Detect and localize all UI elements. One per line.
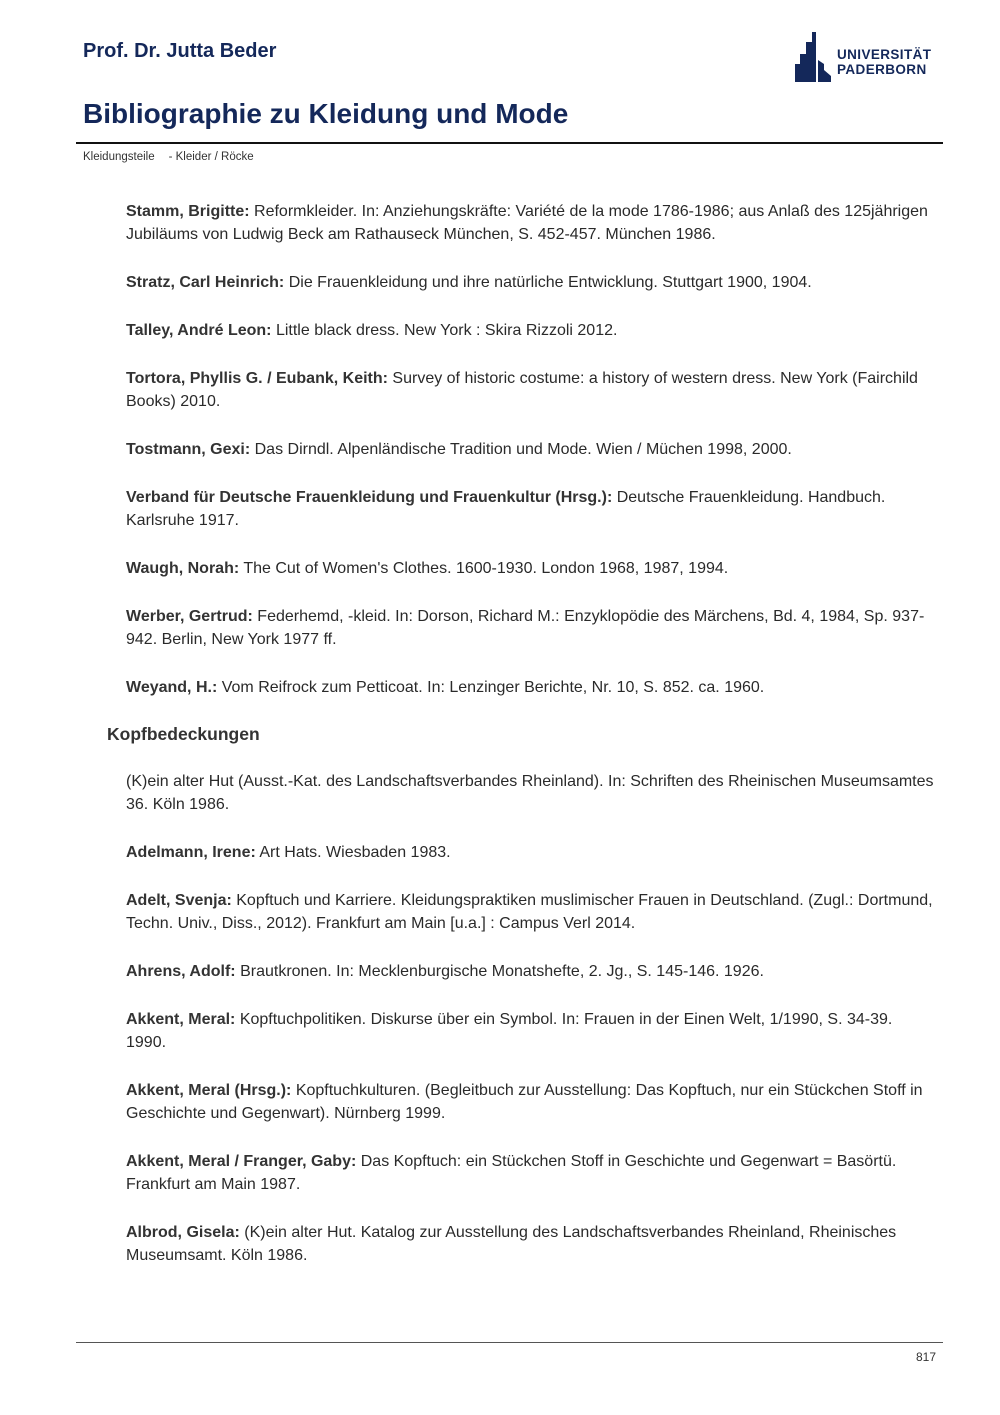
entry-text: Kopftuch und Karriere. Kleidungspraktiken muslimischer Frauen in Deutschland. (Zugl.: Dortmund, Techn. Univ., Diss., 2012). Frankfurt am Main [u.a.] : Campus Verl 2014.: [126, 892, 933, 932]
breadcrumb: [83, 151, 254, 163]
entry-text: Federhemd, -kleid. In: Dorson, Richard M.: Enzyklopödie des Märchens, Bd. 4, 1984, Sp. 937-942. Berlin, New York 1977 ff.: [126, 608, 925, 648]
bibliography-entry: [126, 1008, 934, 1054]
page-number: 817: [915, 1350, 936, 1364]
document-author: Prof. Dr. Jutta Beder: [83, 40, 277, 62]
breadcrumb-part-1: Kleidungsteile: [83, 151, 155, 163]
section-heading: Kopfbedeckungen: [107, 724, 260, 744]
entry-text: Art Hats. Wiesbaden 1983.: [255, 844, 451, 861]
breadcrumb-part-2: - Kleider / Röcke: [168, 151, 254, 163]
entry-text: (K)ein alter Hut. Katalog zur Ausstellung des Landschaftsverbandes Rheinland, Rheinisches Museumsamt. Köln 1986.: [126, 1224, 897, 1264]
footer-divider: [76, 1342, 943, 1343]
entry-text: Kopftuchpolitiken. Diskurse über ein Symbol. In: Frauen in der Einen Welt, 1/1990, S. 34-39. 1990.: [126, 1011, 893, 1051]
entry-text: Das Dirndl. Alpenländische Tradition und Mode. Wien / Müchen 1998, 2000.: [250, 441, 792, 458]
entry-author: Stamm, Brigitte:: [126, 203, 250, 220]
bibliography-entry: [126, 770, 934, 816]
logo-line-2: PADERBORN: [837, 62, 927, 77]
entry-text: Brautkronen. In: Mecklenburgische Monatshefte, 2. Jg., S. 145-146. 1926.: [235, 963, 764, 980]
university-logo-icon: [794, 30, 832, 82]
university-logo: [794, 30, 934, 82]
bibliography-entry: [126, 841, 934, 864]
entry-author: Werber, Gertrud:: [126, 608, 253, 625]
entry-author: Stratz, Carl Heinrich:: [126, 274, 285, 291]
bibliography-entry: [126, 557, 934, 580]
university-logo-text: [837, 47, 931, 77]
page-title: Bibliographie zu Kleidung und Mode: [83, 98, 569, 129]
bibliography-entry: [126, 438, 934, 461]
entry-author: Albrod, Gisela:: [126, 1224, 240, 1241]
entry-author: Verband für Deutsche Frauenkleidung und Frauenkultur (Hrsg.):: [126, 489, 613, 506]
entry-author: Akkent, Meral:: [126, 1011, 236, 1028]
entry-text: Little black dress. New York : Skira Rizzoli 2012.: [271, 322, 618, 339]
bibliography-list: [0, 200, 1000, 1292]
entry-author: Adelmann, Irene:: [126, 844, 256, 861]
entry-text: Kopftuchkulturen. (Begleitbuch zur Ausstellung: Das Kopftuch, nur ein Stückchen Stoff in Geschichte und Gegenwart). Nürnberg 1999.: [126, 1082, 923, 1122]
entry-text: Deutsche Frauenkleidung. Handbuch. Karlsruhe 1917.: [126, 489, 886, 529]
entry-author: Talley, André Leon:: [126, 322, 272, 339]
bibliography-entry: [126, 1221, 934, 1267]
entry-text: Die Frauenkleidung und ihre natürliche Entwicklung. Stuttgart 1900, 1904.: [284, 274, 812, 291]
entry-author: Weyand, H.:: [126, 679, 218, 696]
bibliography-entry: [126, 319, 934, 342]
bibliography-entry: [126, 271, 934, 294]
bibliography-entry: [126, 1150, 934, 1196]
entry-text: Survey of historic costume: a history of western dress. New York (Fairchild Books) 2010.: [126, 370, 918, 410]
entry-author: Tortora, Phyllis G. / Eubank, Keith:: [126, 370, 388, 387]
entry-author: Tostmann, Gexi:: [126, 441, 251, 458]
bibliography-entry: [126, 605, 934, 651]
entry-text: (K)ein alter Hut (Ausst.-Kat. des Landschaftsverbandes Rheinland). In: Schriften des Rheinischen Museumsamtes 36. Köln 1986.: [126, 773, 934, 813]
entry-author: Akkent, Meral / Franger, Gaby:: [126, 1153, 357, 1170]
entry-text: The Cut of Women's Clothes. 1600-1930. London 1968, 1987, 1994.: [239, 560, 729, 577]
entry-author: Ahrens, Adolf:: [126, 963, 236, 980]
title-divider: [76, 142, 943, 144]
entry-author: Adelt, Svenja:: [126, 892, 232, 909]
bibliography-entry: [126, 1079, 934, 1125]
entry-text: Reformkleider. In: Anziehungskräfte: Variété de la mode 1786-1986; aus Anlaß des 125jährigen Jubiläums von Ludwig Beck am Rathauseck München, S. 452-457. München 1986.: [126, 203, 928, 243]
bibliography-entry: [126, 960, 934, 983]
logo-line-1: UNIVERSITÄT: [837, 47, 932, 62]
entry-author: Waugh, Norah:: [126, 560, 240, 577]
bibliography-entry: [126, 200, 934, 246]
bibliography-entry: [126, 889, 934, 935]
bibliography-entry: [126, 486, 934, 532]
entry-author: Akkent, Meral (Hrsg.):: [126, 1082, 292, 1099]
entry-text: Vom Reifrock zum Petticoat. In: Lenzinger Berichte, Nr. 10, S. 852. ca. 1960.: [217, 679, 765, 696]
bibliography-entry: [126, 367, 934, 413]
entry-text: Das Kopftuch: ein Stückchen Stoff in Geschichte und Gegenwart = Basörtü. Frankfurt am Main 1987.: [126, 1153, 897, 1193]
bibliography-entry: [126, 676, 934, 699]
